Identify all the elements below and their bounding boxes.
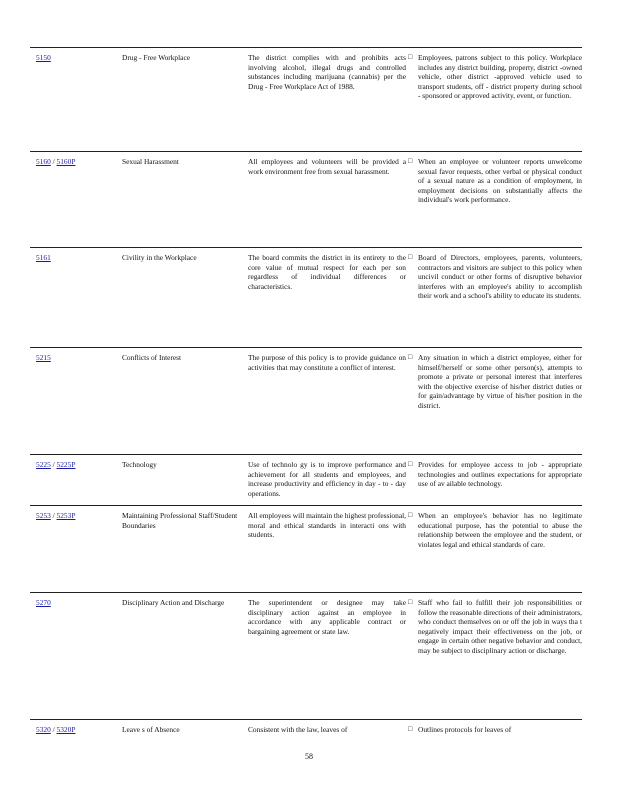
- policy-details: [406, 353, 582, 411]
- policy-code-cell: [36, 157, 116, 167]
- policy-code-link[interactable]: 5270: [36, 598, 51, 607]
- policy-summary: All employees will maintain the highest professional, moral and ethical standards in interacti ons with students.: [248, 511, 406, 540]
- table-row: [30, 454, 582, 505]
- code-separator: /: [50, 725, 57, 734]
- bullet-icon: □: [408, 598, 413, 606]
- policy-details-text: Employees, patrons subject to this policy. Workplace includes any district building, property, district -owned vehicle, other district -approved vehicle used to transport students, off - district property during school - sponsored or approved activity, event, or function.: [418, 53, 582, 101]
- bullet-icon: □: [408, 157, 413, 165]
- policy-title: Conflicts of Interest: [122, 353, 182, 362]
- policy-details: [406, 253, 582, 301]
- policy-code-link[interactable]: 5253: [36, 511, 51, 520]
- policy-details-text: When an employee or volunteer reports unwelcome sexual favor requests, other verbal or physical conduct of a sexual nature as a condition of employment, in employment decisions on substantially affects the individual's work performance.: [418, 157, 582, 205]
- policy-summary: The board commits the district in its entirety to the core value of mutual respect for each per son regardless of individual differences or characteristics.: [248, 253, 406, 291]
- bullet-icon: □: [408, 511, 413, 519]
- policy-details-text: Any situation in which a district employee, either for himself/herself or some other person(s), attempts to promote a private or personal interest that interferes with the objective exercise of his/her district duties or for gain/advantage by virtue of his/her position in the district.: [418, 353, 582, 410]
- policy-details-text: Provides for employee access to job - appropriate technologies and outlines expectations for appropriate use of av ailable technology.: [418, 460, 582, 489]
- policy-code-cell: [36, 353, 116, 363]
- bullet-icon: □: [408, 460, 413, 468]
- policy-code-cell: [36, 253, 116, 263]
- policy-title: Disciplinary Action and Discharge: [122, 598, 225, 607]
- policy-summary: Consistent with the law, leaves of: [248, 725, 348, 734]
- policy-details: [406, 157, 582, 205]
- policy-code-link[interactable]: 5225: [36, 460, 51, 469]
- table-row: [30, 151, 582, 247]
- policy-details: [406, 511, 582, 549]
- bullet-icon: □: [408, 253, 413, 261]
- page-number: 58: [305, 752, 313, 761]
- policy-details-text: When an employee's behavior has no legitimate educational purpose, has the potential to abuse the relationship between the employee and the student, or violates legal and ethical standards of care.: [418, 511, 582, 549]
- policy-summary: All employees and volunteers will be provided a work environment free from sexual harassment.: [248, 157, 406, 176]
- table-row: [30, 47, 582, 151]
- policy-title: Civility in the Workplace: [122, 253, 197, 262]
- policy-title: Leave s of Absence: [122, 725, 180, 734]
- code-separator: /: [50, 157, 57, 166]
- policy-title: Sexual Harassment: [122, 157, 179, 166]
- policy-code-cell: [36, 598, 116, 608]
- policy-code-link[interactable]: 5320: [36, 725, 51, 734]
- procedure-code-link[interactable]: 5160P: [56, 157, 76, 166]
- policy-details-text: Staff who fail to fulfill their job responsibilities or follow the reasonable directions of their administrators, who conduct themselves on or off the job in ways tha t negatively impact their effectiveness on the job, or engage in certain other negative behavior and conduct, may be subject to disciplinary action or discharge.: [418, 598, 582, 655]
- policy-code-cell: [36, 460, 116, 470]
- policy-details: [406, 598, 582, 656]
- policy-title: Maintaining Professional Staff/Student Boundaries: [122, 511, 238, 530]
- procedure-code-link[interactable]: 5253P: [56, 511, 76, 520]
- bullet-icon: □: [408, 53, 413, 61]
- code-separator: /: [50, 460, 57, 469]
- policy-title: Drug - Free Workplace: [122, 53, 191, 62]
- policy-code-cell: [36, 511, 116, 521]
- policy-code-link[interactable]: 5161: [36, 253, 51, 262]
- table-row: [30, 347, 582, 454]
- policy-table: [30, 47, 582, 759]
- policy-title: Technology: [122, 460, 157, 469]
- procedure-code-link[interactable]: 5225P: [56, 460, 76, 469]
- policy-details-text: Board of Directors, employees, parents, volunteers, contractors and visitors are subject to this policy when uncivil conduct or other forms of disruptive behavior interferes with an employee's ability to accomplish their work and a school's ability to educate its students.: [418, 253, 582, 301]
- bullet-icon: □: [408, 725, 413, 733]
- procedure-code-link[interactable]: 5320P: [56, 725, 76, 734]
- policy-code-cell: [36, 53, 116, 63]
- table-row: [30, 505, 582, 592]
- policy-summary: Use of technolo gy is to improve performance and achievement for all students and employees, and increase productivity and efficiency in day - to - day operations.: [248, 460, 406, 498]
- table-row: [30, 592, 582, 719]
- policy-code-link[interactable]: 5160: [36, 157, 51, 166]
- policy-summary: The purpose of this policy is to provide guidance on activities that may constitute a conflict of interest.: [248, 353, 406, 372]
- policy-details: [406, 460, 582, 489]
- policy-code-link[interactable]: 5150: [36, 53, 51, 62]
- policy-summary: The district complies with and prohibits acts involving alcohol, illegal drugs and controlled substances including marijuana (cannabis) per the Drug - Free Workplace Act of 1988.: [248, 53, 406, 91]
- policy-details: [406, 725, 582, 735]
- code-separator: /: [50, 511, 57, 520]
- bullet-icon: □: [408, 353, 413, 361]
- policy-details: [406, 53, 582, 101]
- policy-details-text: Outlines protocols for leaves of: [418, 725, 512, 734]
- policy-code-cell: [36, 725, 116, 735]
- table-row: [30, 247, 582, 347]
- policy-summary: The superintendent or designee may take disciplinary action against an employee in accordance with any applicable contract or bargaining agreement or state law.: [248, 598, 406, 636]
- policy-code-link[interactable]: 5215: [36, 353, 51, 362]
